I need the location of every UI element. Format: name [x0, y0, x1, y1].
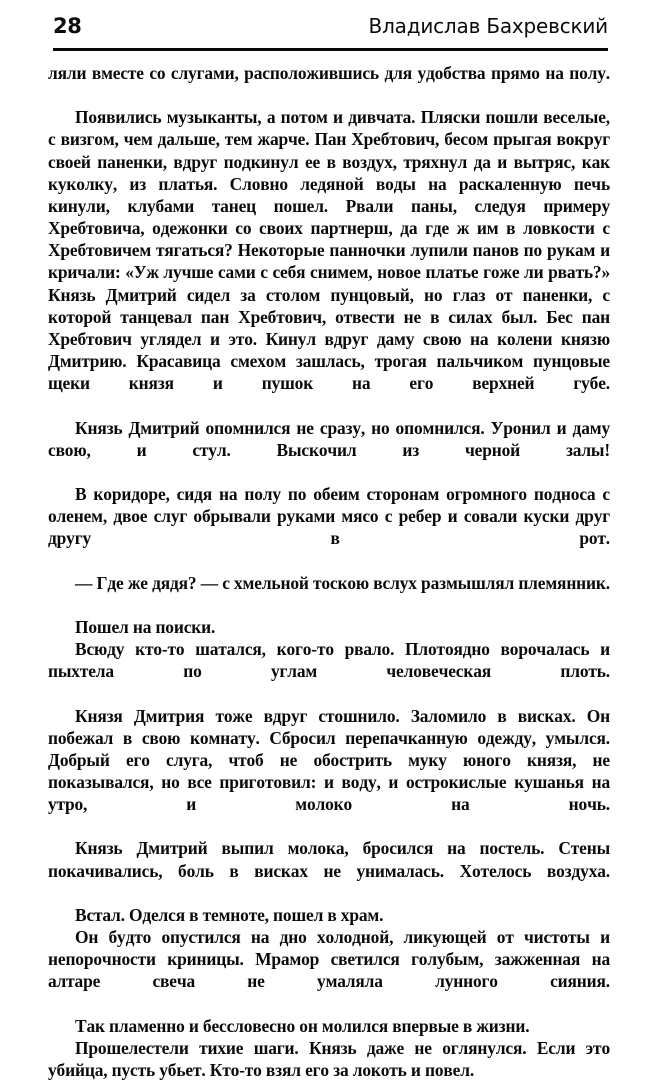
- paragraph: Появились музыканты, а потом и дивчата. Пляски пошли веселые, с визгом, чем дальше, тем жарче. Пан Хребтович, бесом прыгая вокруг своей паненки, вдруг подкинул ее в воздух, тряхнул да и вытряс, как куколку, из платья. Словно ледяной воды на раскаленную печь кинули, клубами танец пошел. Рвали паны, следуя примеру Хребтовича, одежонки со своих партнерш, да где ж им в ловкости с Хребтовичем тягаться? Некоторые панночки лупили панов по рукам и кричали: «Уж лучше сами с себя снимем, новое платье гоже ли рвать?» Князь Дмитрий сидел за столом пунцовый, но глаз от паненки, с которой танцевал пан Хребтович, отвести не в силах был. Бес пан Хребтович углядел и это. Кинул вдруг даму свою на колени князю Дмитрию. Красавица смехом зашлась, трогая пальчиком пунцовые щеки князя и пушок на его верхней губе.: [48, 107, 610, 394]
- paragraph: Всюду кто-то шатался, кого-то рвало. Плотоядно ворочалась и пыхтела по углам человеческая плоть.: [48, 639, 610, 682]
- paragraph: ляли вместе со слугами, расположившись для удобства прямо на полу.: [48, 63, 610, 83]
- page-number: 28: [53, 14, 82, 38]
- paragraph: Встал. Оделся в темноте, пошел в храм.: [75, 904, 384, 925]
- paragraph: В коридоре, сидя на полу по обеим сторонам огромного подноса с оленем, двое слуг обрывали руками мясо с ребер и совали куски друг другу в рот.: [48, 483, 610, 549]
- paragraph: Прошелестели тихие шаги. Князь даже не оглянулся. Если это убийца, пусть убьет. Кто-то взял его за локоть и повел.: [48, 1037, 610, 1081]
- body-text: [48, 62, 610, 1081]
- paragraph: Он будто опустился на дно холодной, ликующей от чистоты и непорочности криницы. Мрамор светился голубым, зажженная на алтаре свеча не умаляла лунного сияния.: [48, 927, 610, 992]
- paragraph: Пошел на поиски.: [75, 616, 216, 637]
- author-name: Владислав Бахревский: [368, 14, 608, 38]
- running-head: [53, 16, 608, 50]
- header-divider: [53, 48, 608, 51]
- paragraph: Так пламенно и бессловесно он молился впервые в жизни.: [75, 1015, 530, 1036]
- paragraph: Князь Дмитрий выпил молока, бросился на постель. Стены покачивались, боль в висках не унималась. Хотелось воздуха.: [48, 838, 610, 881]
- paragraph: Князя Дмитрия тоже вдруг стошнило. Заломило в висках. Он побежал в свою комнату. Сбросил перепачканную одежду, умылся. Добрый его слуга, чтоб не обострить муку юного князя, не показывался, но все приготовил: и воду, и острокислые кушанья на утро, и молоко на ночь.: [48, 705, 610, 815]
- paragraph: — Где же дядя? — с хмельной тоскою вслух размышлял племянник.: [75, 572, 610, 593]
- paragraph: Князь Дмитрий опомнился не сразу, но опомнился. Уронил и даму свою, и стул. Выскочил из черной залы!: [48, 417, 610, 460]
